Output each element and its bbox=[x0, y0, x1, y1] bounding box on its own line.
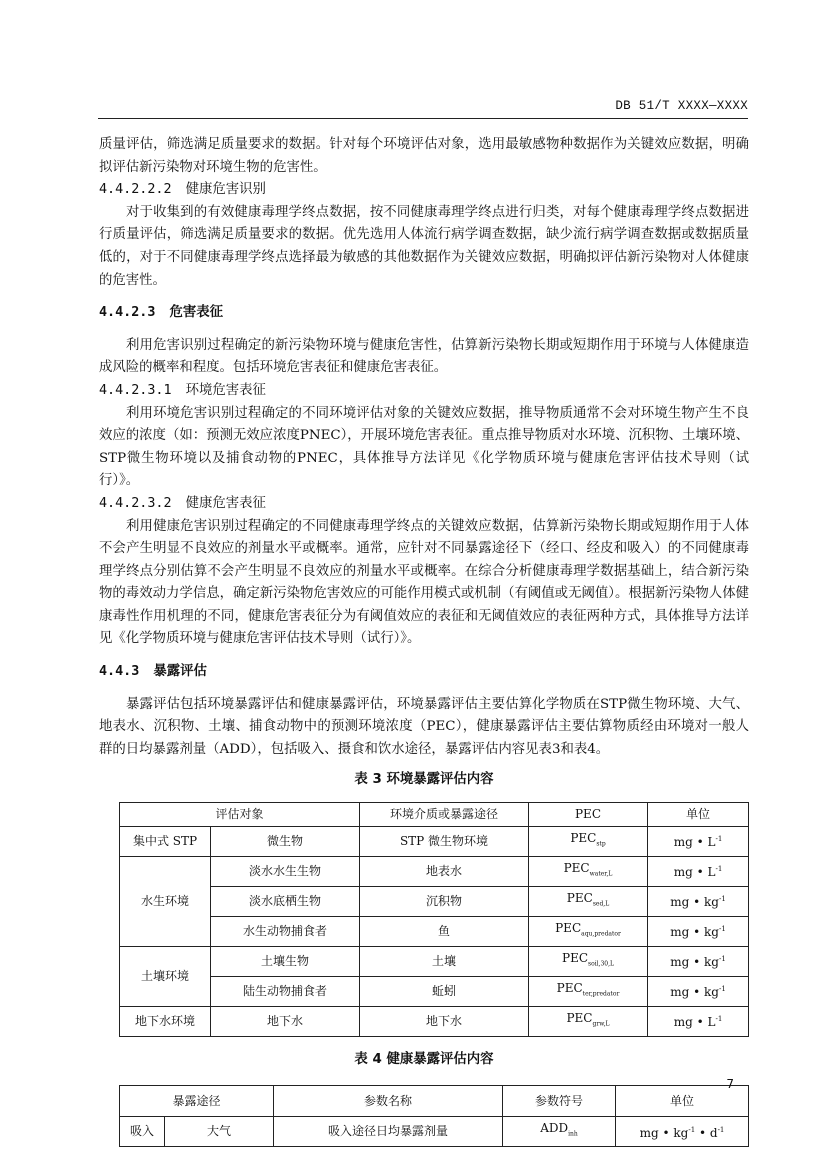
cell bbox=[529, 826, 648, 856]
section-title: 环境危害表征 bbox=[185, 382, 266, 398]
section-number: 4.4.3 bbox=[99, 664, 140, 680]
pec-subscript: aqu,predator bbox=[581, 929, 621, 937]
unit: mg • kg bbox=[639, 1125, 689, 1140]
cell: 陆生动物捕食者 bbox=[211, 976, 360, 1006]
cell: 吸入 bbox=[120, 1117, 165, 1147]
header-cell: 参数符号 bbox=[503, 1086, 616, 1117]
section-number: 4.4.2.2.2 bbox=[99, 182, 172, 198]
table-row bbox=[120, 976, 749, 1006]
cell: 吸入途径日均暴露剂量 bbox=[274, 1117, 503, 1147]
cell: 鱼 bbox=[360, 916, 529, 946]
unit: mg • kg bbox=[670, 985, 719, 1000]
paragraph: 利用健康危害识别过程确定的不同健康毒理学终点的关键效应数据，估算新污染物长期或短期作用于人体不会产生明显不良效应的剂量水平或概率。通常，应针对不同暴露途径下（经口、经皮和吸入）的不同健康毒理学终点分别估算不会产生明显不良效应的剂量水平或概率。在综合分析健康毒理学数据基础上，结合新污染物的毒效动力学信息，确定新污染物危害效应的可能作用模式或机制（有阈值或无阈值）。根据新污染物人体健康毒性作用机理的不同，健康危害表征分为有阈值效应的表征和无阈值效应的表征两种方式，具体推导方法详见《化学物质环境与健康危害评估技术导则（试行）》。 bbox=[99, 518, 749, 647]
group-cell: 土壤环境 bbox=[120, 946, 211, 1006]
table-row bbox=[120, 1117, 749, 1147]
cell: 土壤生物 bbox=[211, 946, 360, 976]
cell: 地下水 bbox=[211, 1006, 360, 1036]
unit-exponent: -1 bbox=[715, 835, 723, 844]
unit: mg • L bbox=[673, 1015, 716, 1030]
paragraph: 暴露评估包括环境暴露评估和健康暴露评估，环境暴露评估主要估算化学物质在STP微生物环境、大气、地表水、沉积物、土壤、捕食动物中的预测环境浓度（PEC），健康暴露评估主要估算物质经由环境对一般人群的日均暴露剂量（ADD），包括吸入、摄食和饮水途径，暴露评估内容见表3和表4。 bbox=[99, 696, 749, 757]
table-4-health-exposure bbox=[119, 1085, 749, 1147]
table-row bbox=[120, 946, 749, 976]
cell bbox=[648, 826, 749, 856]
paragraph: 对于收集到的有效健康毒理学终点数据，按不同健康毒理学终点进行归类，对每个健康毒理学终点数据进行质量评估，筛选满足质量要求的数据。优先选用人体流行病学调查数据，缺少流行病学调查数据或数据质量低的，对于不同健康毒理学终点选择最为敏感的其他数据作为关键效应数据，明确拟评估新污染物对人体健康的危害性。 bbox=[99, 204, 749, 288]
section-heading-4-4-2-3-2 bbox=[99, 493, 749, 516]
paragraph: 利用环境危害识别过程确定的不同环境评估对象的关键效应数据，推导物质通常不会对环境生物产生不良效应的浓度（如：预测无效应浓度PNEC），开展环境危害表征。重点推导物质对水环境、沉积物、土壤环境、STP微生物环境以及捕食动物的PNEC，具体推导方法详见《化学物质环境与健康危害评估技术导则（试行）》。 bbox=[99, 405, 750, 489]
pec-symbol: PEC bbox=[562, 950, 589, 965]
paragraph: 利用危害识别过程确定的新污染物环境与健康危害性，估算新污染物长期或短期作用于环境与人体健康造成风险的概率和程度。包括环境危害表征和健康危害表征。 bbox=[99, 337, 749, 376]
cell bbox=[648, 916, 749, 946]
table-3-environmental-exposure bbox=[119, 802, 749, 1036]
table-row bbox=[120, 826, 749, 856]
table-3-caption: 表 3 环境暴露评估内容 bbox=[354, 772, 494, 788]
document-code: DB 51/T XXXX—XXXX bbox=[615, 99, 748, 113]
pec-subscript: ter,predator bbox=[582, 989, 620, 997]
section-number: 4.4.2.3.1 bbox=[99, 382, 172, 398]
section-title: 健康危害表征 bbox=[185, 495, 266, 511]
group-cell: 地下水环境 bbox=[120, 1006, 211, 1036]
pec-subscript: stp bbox=[596, 840, 606, 848]
unit: mg • L bbox=[673, 835, 716, 850]
group-cell: 水生环境 bbox=[120, 856, 211, 946]
header-cell: 暴露途径 bbox=[120, 1086, 274, 1117]
unit-exponent: -1 bbox=[715, 865, 723, 874]
cell: 蚯蚓 bbox=[360, 976, 529, 1006]
cell: 地下水 bbox=[360, 1006, 529, 1036]
table-row bbox=[120, 856, 749, 886]
header-cell: 参数名称 bbox=[274, 1086, 503, 1117]
header-cell: 单位 bbox=[648, 803, 749, 827]
unit: mg • L bbox=[673, 865, 716, 880]
section-heading-4-4-2-2-2 bbox=[99, 179, 749, 202]
header-cell: 评估对象 bbox=[120, 803, 360, 827]
cell bbox=[529, 946, 648, 976]
unit-exponent: -1 bbox=[688, 1125, 696, 1134]
table-row bbox=[120, 916, 749, 946]
pec-symbol: PEC bbox=[563, 860, 590, 875]
section-number: 4.4.2.3 bbox=[99, 305, 156, 321]
unit: mg • kg bbox=[670, 925, 719, 940]
cell bbox=[616, 1117, 749, 1147]
table-header-row bbox=[120, 1086, 749, 1117]
section-title: 暴露评估 bbox=[153, 664, 207, 680]
header-divider bbox=[98, 118, 748, 119]
header-cell: PEC bbox=[529, 803, 648, 827]
unit-exponent: -1 bbox=[717, 1125, 725, 1134]
cell: 水生动物捕食者 bbox=[211, 916, 360, 946]
page-body bbox=[99, 134, 749, 1147]
cell bbox=[529, 856, 648, 886]
param-subscript: inh bbox=[568, 1130, 578, 1138]
cell: STP 微生物环境 bbox=[360, 826, 529, 856]
cell bbox=[529, 916, 648, 946]
cell bbox=[503, 1117, 616, 1147]
cell bbox=[648, 886, 749, 916]
paragraph: 质量评估，筛选满足质量要求的数据。针对每个环境评估对象，选用最敏感物种数据作为关键效应数据，明确拟评估新污染物对环境生物的危害性。 bbox=[99, 137, 749, 175]
cell bbox=[648, 856, 749, 886]
unit-exponent: -1 bbox=[715, 1015, 723, 1024]
section-heading-4-4-3 bbox=[99, 661, 749, 684]
section-title: 健康危害识别 bbox=[185, 182, 266, 198]
pec-symbol: PEC bbox=[556, 980, 583, 995]
cell: 淡水水生生物 bbox=[211, 856, 360, 886]
table-header-row bbox=[120, 803, 749, 827]
unit-exponent: -1 bbox=[718, 955, 726, 964]
pec-symbol: PEC bbox=[570, 830, 597, 845]
group-cell: 集中式 STP bbox=[120, 826, 211, 856]
unit-exponent: -1 bbox=[718, 895, 726, 904]
section-title: 危害表征 bbox=[169, 305, 223, 321]
cell bbox=[529, 976, 648, 1006]
pec-subscript: water,L bbox=[589, 870, 613, 877]
cell bbox=[648, 946, 749, 976]
cell bbox=[648, 1006, 749, 1036]
cell: 土壤 bbox=[360, 946, 529, 976]
pec-subscript: soil,30,L bbox=[588, 959, 614, 967]
unit: • d bbox=[695, 1125, 718, 1140]
header-cell: 单位 bbox=[616, 1086, 749, 1117]
page-number: 7 bbox=[726, 1077, 734, 1091]
section-heading-4-4-2-3-1 bbox=[99, 380, 749, 403]
cell: 大气 bbox=[165, 1117, 274, 1147]
pec-symbol: PEC bbox=[566, 1010, 593, 1025]
pec-subscript: grw,L bbox=[592, 1019, 610, 1027]
cell: 地表水 bbox=[360, 856, 529, 886]
pec-subscript: sed,L bbox=[592, 899, 610, 907]
param-symbol: ADD bbox=[540, 1121, 569, 1136]
section-number: 4.4.2.3.2 bbox=[99, 495, 172, 511]
section-heading-4-4-2-3 bbox=[99, 302, 749, 325]
unit: mg • kg bbox=[670, 895, 719, 910]
table-row bbox=[120, 1006, 749, 1036]
table-4-caption: 表 4 健康暴露评估内容 bbox=[354, 1051, 494, 1067]
cell: 沉积物 bbox=[360, 886, 529, 916]
cell bbox=[529, 1006, 648, 1036]
cell bbox=[529, 886, 648, 916]
unit-exponent: -1 bbox=[718, 925, 726, 934]
table-row bbox=[120, 886, 749, 916]
pec-symbol: PEC bbox=[555, 920, 582, 935]
cell bbox=[648, 976, 749, 1006]
cell: 淡水底栖生物 bbox=[211, 886, 360, 916]
header-cell: 环境介质或暴露途径 bbox=[360, 803, 529, 827]
pec-symbol: PEC bbox=[566, 890, 593, 905]
unit-exponent: -1 bbox=[718, 985, 726, 994]
unit: mg • kg bbox=[670, 955, 719, 970]
cell: 微生物 bbox=[211, 826, 360, 856]
